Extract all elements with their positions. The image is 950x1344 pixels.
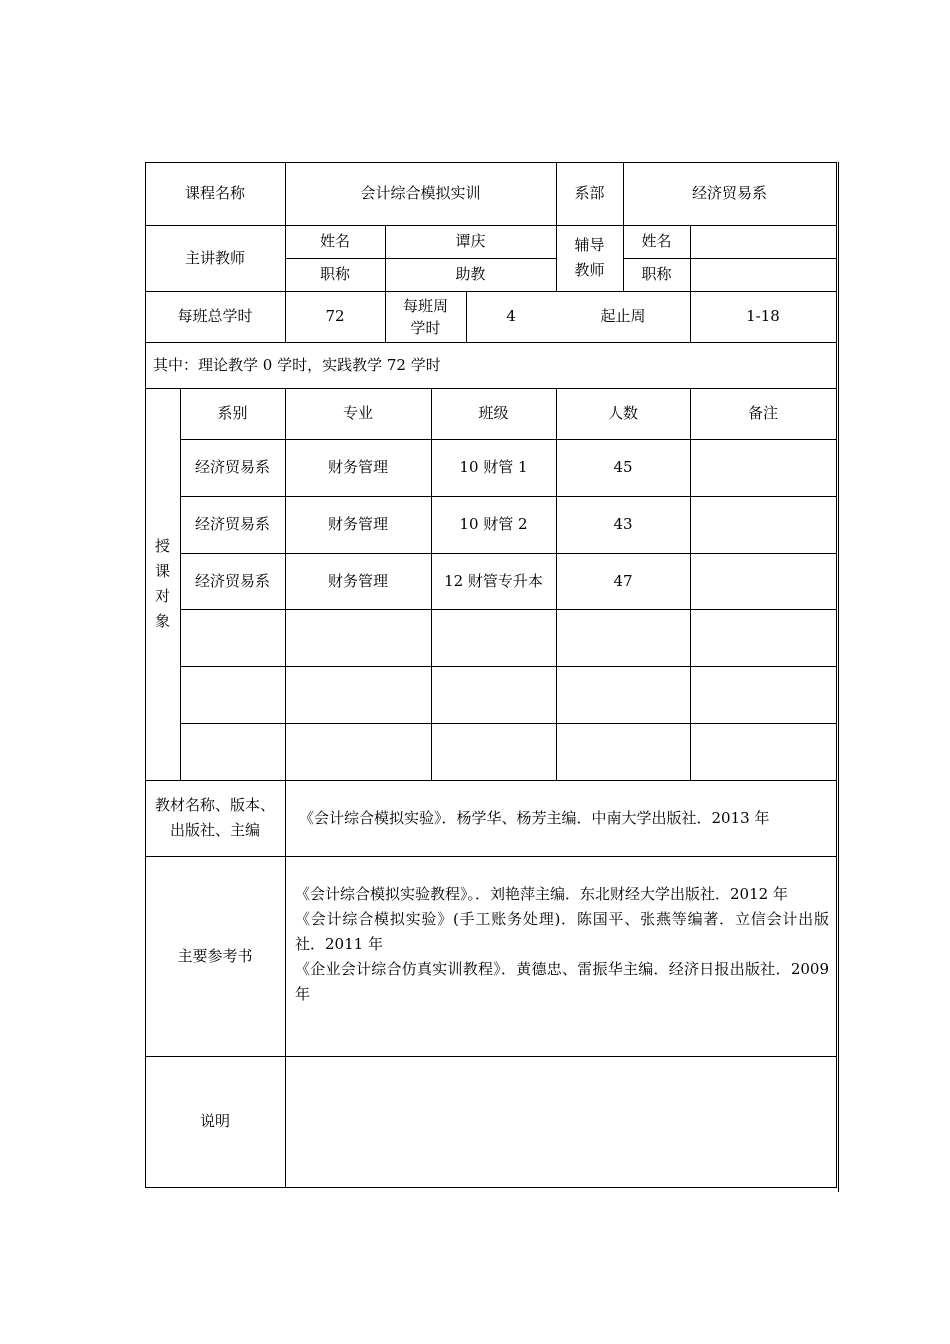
tutor-name-label: 姓名 (641, 232, 672, 251)
cell-class (431, 609, 556, 666)
department-value: 经济贸易系 (691, 184, 767, 203)
lead-teacher-label: 主讲教师 (184, 248, 245, 267)
cell-class: 10 财管 1 (459, 458, 528, 477)
cell-remarks (690, 553, 836, 609)
reference-item: 《会计综合模拟实验》(手工账务处理)．陈国平、张燕等编著．立信会计出版社．2011 年 (295, 910, 829, 953)
cell-remarks (690, 439, 836, 496)
cell-major (285, 666, 431, 723)
cell-department (180, 723, 285, 780)
textbook-label-line1: 教材名称、版本、 (154, 796, 275, 814)
col-header-class: 班级 (478, 404, 509, 423)
cell-count (556, 723, 690, 780)
cell-major (285, 609, 431, 666)
cell-class (431, 723, 556, 780)
lead-name-label: 姓名 (319, 232, 350, 251)
cell-class: 10 财管 2 (459, 515, 528, 534)
lead-title-label: 职称 (319, 265, 350, 284)
cell-remarks (690, 723, 836, 780)
audience-label-char: 象 (154, 612, 170, 630)
lead-name-value: 谭庆 (455, 232, 486, 251)
tutor-name-value (690, 225, 836, 258)
cell-department: 经济贸易系 (194, 571, 270, 590)
course-name-value: 会计综合模拟实训 (360, 184, 481, 203)
cell-major: 财务管理 (327, 515, 388, 534)
audience-label-char: 授 (154, 537, 170, 555)
cell-class: 12 财管专升本 (444, 571, 543, 590)
cell-major (285, 723, 431, 780)
cell-department (180, 666, 285, 723)
cell-count: 43 (613, 515, 633, 534)
weekly-hours-label (385, 291, 466, 342)
textbook-label (145, 780, 285, 856)
weekly-hours-label-line1: 每班周 (402, 296, 448, 315)
weekly-hours-label-line2: 学时 (410, 318, 441, 337)
department-label: 系部 (574, 184, 605, 203)
cell-remarks (690, 666, 836, 723)
col-header-count: 人数 (607, 404, 638, 423)
lead-title-value: 助教 (455, 265, 486, 284)
hours-breakdown: 其中：理论教学 0 学时，实践教学 72 学时 (153, 355, 441, 374)
col-header-department: 系别 (217, 404, 248, 423)
rule (836, 162, 837, 1188)
tutor-title-value (690, 258, 836, 291)
cell-department (180, 609, 285, 666)
references-list (295, 882, 829, 1007)
cell-class (431, 666, 556, 723)
audience-label (145, 388, 180, 780)
cell-department: 经济贸易系 (194, 515, 270, 534)
col-header-remarks: 备注 (747, 404, 778, 423)
cell-remarks (690, 496, 836, 553)
weekly-hours-value: 4 (506, 307, 516, 326)
total-hours-value: 72 (325, 307, 345, 326)
cell-department: 经济贸易系 (194, 458, 270, 477)
total-hours-label: 每班总学时 (177, 307, 253, 326)
references-label: 主要参考书 (177, 946, 253, 965)
course-name-label: 课程名称 (184, 184, 245, 203)
textbook-label-line2: 出版社、主编 (169, 821, 260, 839)
cell-remarks (690, 609, 836, 666)
tutor-teacher-label (556, 225, 623, 291)
audience-label-char: 对 (154, 587, 170, 605)
cell-major: 财务管理 (327, 571, 388, 590)
tutor-label-line2: 教师 (574, 261, 605, 279)
weeks-label: 起止周 (600, 307, 646, 326)
col-header-major: 专业 (342, 404, 373, 423)
notes-label: 说明 (199, 1112, 230, 1131)
tutor-title-label: 职称 (641, 265, 672, 284)
reference-item: 《企业会计综合仿真实训教程》．黄德忠、雷振华主编．经济日报出版社．2009 年 (295, 960, 829, 1003)
cell-major: 财务管理 (327, 458, 388, 477)
cell-count (556, 666, 690, 723)
textbook-value: 《会计综合模拟实验》．杨学华、杨芳主编．中南大学出版社．2013 年 (299, 808, 770, 827)
audience-label-char: 课 (154, 562, 170, 580)
cell-count (556, 609, 690, 666)
cell-count: 45 (613, 458, 633, 477)
rule (145, 1187, 837, 1188)
cell-count: 47 (613, 571, 633, 590)
reference-item: 《会计综合模拟实验教程》。．刘艳萍主编．东北财经大学出版社．2012 年 (295, 885, 788, 903)
rule (838, 162, 839, 1192)
notes-value (285, 1056, 836, 1187)
tutor-label-line1: 辅导 (574, 236, 605, 254)
weeks-value: 1-18 (746, 307, 780, 326)
